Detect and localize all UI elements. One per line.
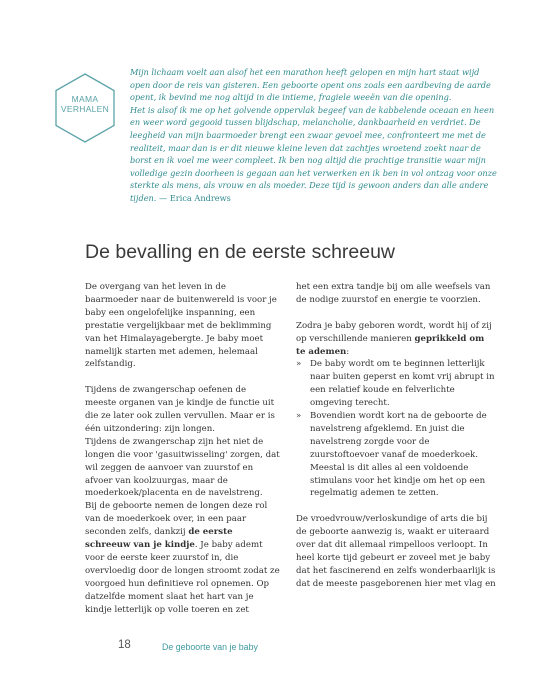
bullet-mark: » — [296, 359, 302, 370]
right-paragraph-2-start: Zodra je baby geboren wordt, wordt hij of zij op verschillende manieren — [296, 320, 492, 344]
right-paragraph-3: De vroedvrouw/verloskundige of arts die bij de geboorte aanwezig is, waakt er uiteraard over dat dit allemaal rimpelloos verloopt. In heel korte tijd gebeurt er zoveel met je baby dat het fascinerend en zelfs wonderbaarlijk is dat de meeste pasgeborenen hier met vlag en — [296, 514, 496, 589]
left-paragraph-1: De overgang van het leven in de baarmoeder naar de buitenwereld is voor je baby een ongelofelijke inspanning, een prestatie vergelijkbaar met de beklimming van het Himalayagebergte. Je baby moet namelijk starten met ademen, helemaal zelfstandig. — [85, 282, 277, 370]
section-heading: De bevalling en de eerste schreeuw — [85, 241, 396, 263]
quote-paragraph-2 — [130, 104, 500, 205]
first-cry-emphasis: de eerste schreeuw van je kindje — [85, 527, 233, 551]
left-paragraph-4 — [85, 500, 280, 616]
list-item — [296, 358, 496, 410]
page-number: 18 — [118, 639, 131, 651]
running-title: De geboorte van je baby — [162, 642, 258, 652]
quote-paragraph-1: Mijn lichaam voelt aan alsof het een marathon heeft gelopen en mijn hart staat wijd open door de reis van gisteren. Een geboorte opent ons zoals een aardbeving de aarde opent, ik bevind me nog altijd in die intieme, fragiele weeën van die opening. — [130, 67, 491, 103]
right-paragraph-1: het een extra tandje bij om alle weefsels van de nodige zuurstof en energie te voorzien. — [296, 282, 491, 305]
bullet-text-2: Bovendien wordt kort na de geboorte de navelstreng afgeklemd. En juist die navelstreng zorgde voor de zuurstoftoevoer vanaf de moederkoek. — [310, 411, 487, 460]
list-item — [296, 410, 496, 462]
right-paragraph-2 — [296, 320, 496, 359]
right-column — [296, 281, 496, 591]
quote-paragraph-2-text: Het is alsof ik me op het golvende oppervlak begeef van de kabbelende oceaan en heen en weer word gegooid tussen blijdschap, melancholie, dankbaarheid en verdriet. De leegheid van mijn baarmoeder brengt een zwaar gevoel mee, confronteert me met de realiteit, maar dan is er dit nieuwe kleine leven dat zachtjes wroetend zoekt naar de borst en ik voel me weer compleet. Ik ben nog altijd die prachtige transitie waar mijn volledige gezin doorheen is gegaan aan het verwerken en ik ben in vol ontzag voor onze sterkte als mens, als vrouw en als moeder. Deze tijd is gewoon anders dan alle andere tijden. — [130, 104, 497, 203]
left-paragraph-4-start: Bij de geboorte nemen de longen deze rol van de moederkoek over, in een paar seconden zelfs, dankzij — [85, 501, 268, 538]
right-paragraph-2-end: : — [346, 346, 350, 357]
bullet-text-1: De baby wordt om te beginnen letterlijk naar buiten geperst en komt vrij abrupt in een relatief koude en felverlichte omgeving terecht. — [310, 359, 495, 409]
bullet-mark: » — [296, 411, 302, 422]
bullet-continuation: Meestal is dit alles al een voldoende stimulans voor het kindje om het op een regelmatig ademen te zetten. — [310, 462, 486, 499]
left-paragraph-3: Tijdens de zwangerschap zijn het niet de longen die voor 'gasuitwisseling' zorgen, dat wil zeggen de aanvoer van zuurstof en afvoer van koolzuurgas, maar de moederkoek/placenta en de navelstreng. — [85, 436, 280, 499]
left-paragraph-4-end: . Je baby ademt voor de eerste keer zuurstof in, die overvloedig door de longen stroomt zodat ze voorgoed hun definitieve rol opnemen. Op datzelfde moment slaat het hart van je kindje letterlijk op volle toeren en zet — [85, 540, 280, 615]
badge-label — [53, 94, 117, 114]
badge-line-1: MAMA — [71, 94, 99, 104]
badge-line-2: VERHALEN — [60, 104, 110, 114]
intro-quote — [130, 66, 500, 205]
breathing-emphasis: geprikkeld om te ademen — [296, 333, 485, 357]
mama-verhalen-badge — [53, 72, 117, 144]
quote-author: — Erica Andrews — [159, 192, 231, 203]
left-paragraph-2: Tijdens de zwangerschap oefenen de meeste organen van je kindje de functie uit die ze later ook zullen vervullen. Maar er is één uitzondering: zijn longen. — [85, 385, 275, 434]
left-column — [85, 281, 280, 617]
